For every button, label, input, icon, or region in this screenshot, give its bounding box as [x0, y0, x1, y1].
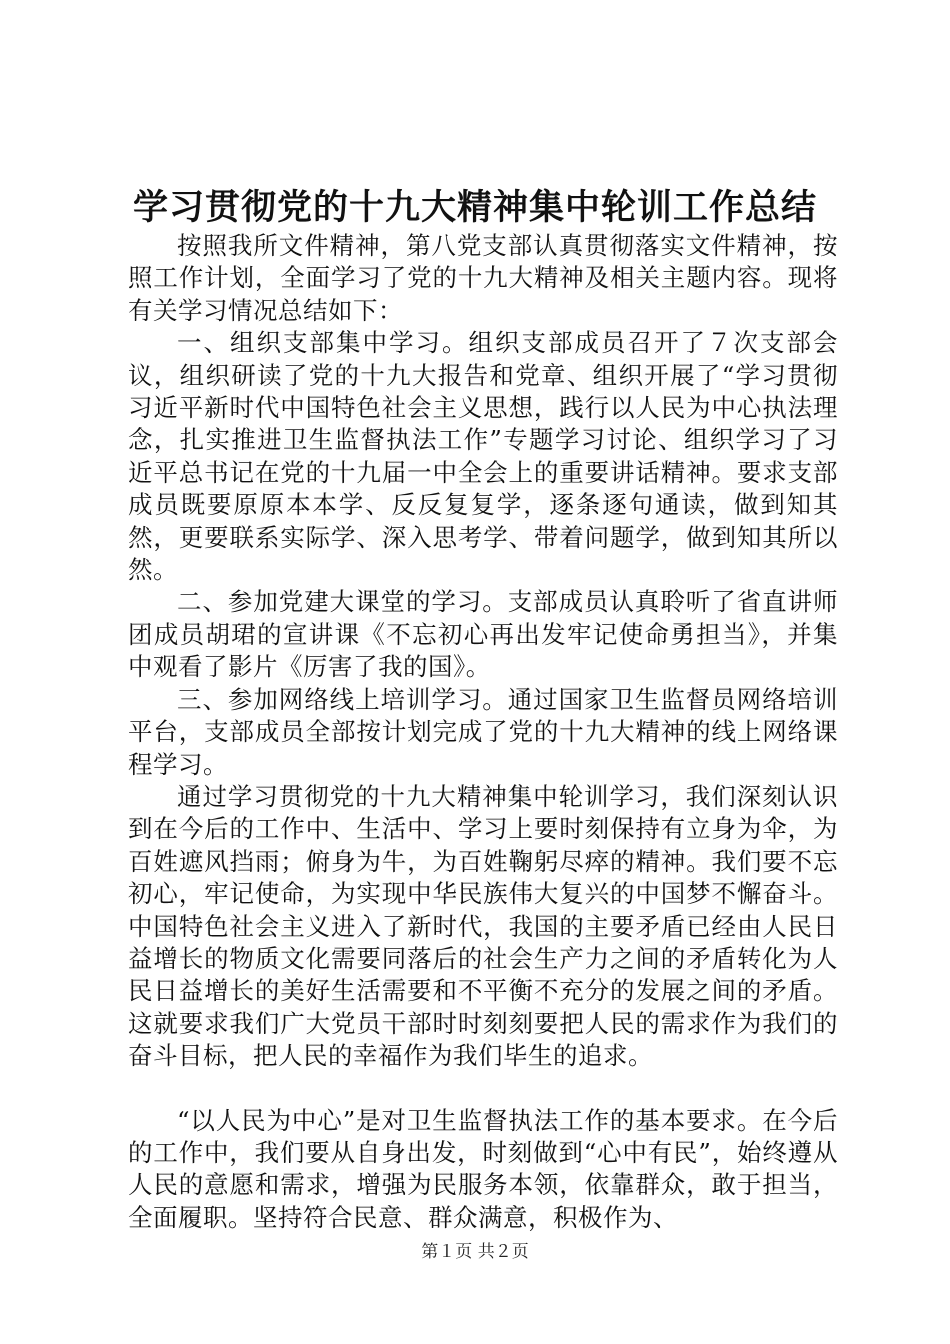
paragraph-people-centered: “以人民为中心”是对卫生监督执法工作的基本要求。在今后的工作中，我们要从自身出发，时刻做到“心中有民”，始终遵从人民的意愿和需求，增强为民服务本领，依靠群众，敢于担当，全面履职。坚持符合民意、群众满意，积极作为、 — [128, 1105, 838, 1232]
paragraph-reflection: 通过学习贯彻党的十九大精神集中轮训学习，我们深刻认识到在今后的工作中、生活中、学习上要时刻保持有立身为伞，为百姓遮风挡雨；俯身为牛，为百姓鞠躬尽瘁的精神。我们要不忘初心，牢记使命，为实现中华民族伟大复兴的中国梦不懈奋斗。中国特色社会主义进入了新时代，我国的主要矛盾已经由人民日益增长的物质文化需要同落后的社会生产力之间的矛盾转化为人民日益增长的美好生活需要和不平衡不充分的发展之间的矛盾。这就要求我们广大党员干部时时刻刻要把人民的需求作为我们的奋斗目标，把人民的幸福作为我们毕生的追求。 — [128, 781, 838, 1071]
page-footer: 第１页 共２页 — [421, 1242, 529, 1262]
document-body — [128, 230, 838, 1234]
document-title: 学习贯彻党的十九大精神集中轮训工作总结 — [132, 187, 817, 228]
paragraph-item-2: 二、参加党建大课堂的学习。支部成员认真聆听了省直讲师团成员胡珺的宣讲课《不忘初心再出发牢记使命勇担当》，并集中观看了影片《厉害了我的国》。 — [128, 587, 838, 682]
paragraph-intro: 按照我所文件精神，第八党支部认真贯彻落实文件精神，按照工作计划，全面学习了党的十九大精神及相关主题内容。现将有关学习情况总结如下： — [128, 231, 838, 325]
paragraph-item-1: 一、组织支部集中学习。组织支部成员召开了７次支部会议，组织研读了党的十九大报告和党章、组织开展了“学习贯彻习近平新时代中国特色社会主义思想，践行以人民为中心执法理念，扎实推进卫生监督执法工作”专题学习讨论、组织学习了习近平总书记在党的十九届一中全会上的重要讲话精神。要求支部成员既要原原本本学、反反复复学，逐条逐句通读，做到知其然，更要联系实际学、深入思考学、带着问题学，做到知其所以然。 — [128, 328, 838, 585]
paragraph-item-3: 三、参加网络线上培训学习。通过国家卫生监督员网络培训平台，支部成员全部按计划完成了党的十九大精神的线上网络课程学习。 — [128, 684, 838, 779]
